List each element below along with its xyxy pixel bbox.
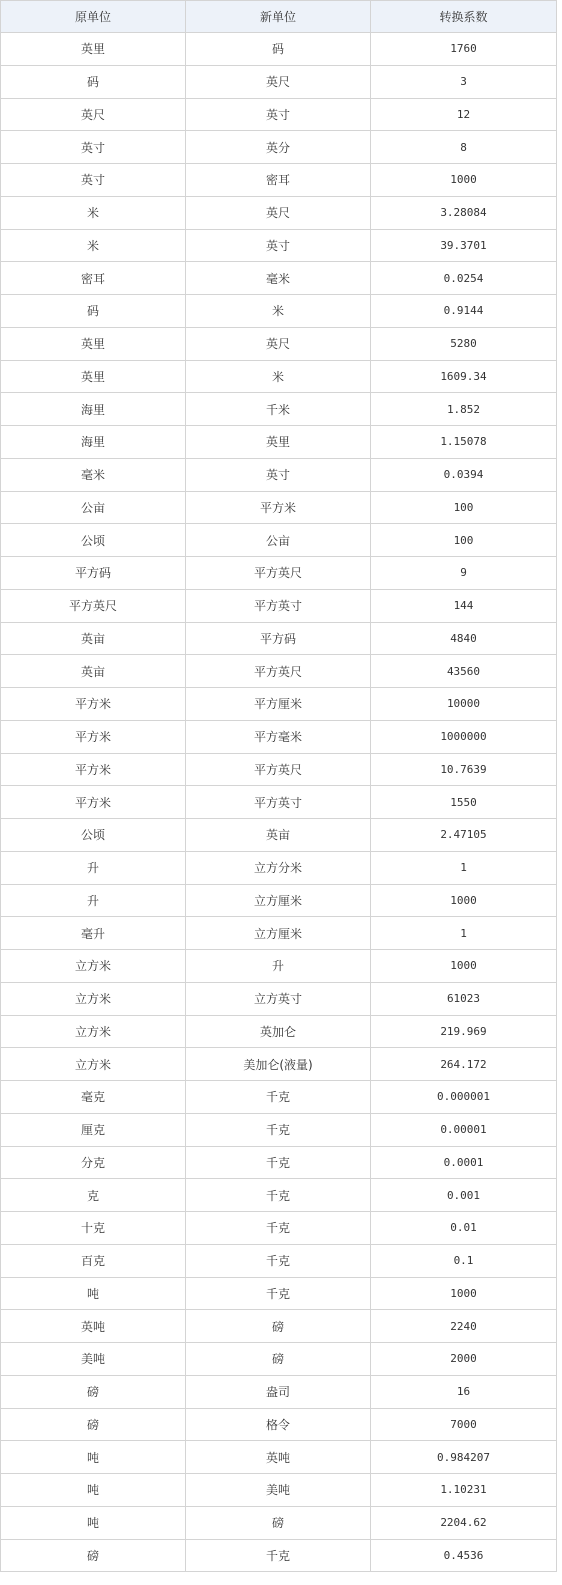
table-row: [1, 950, 557, 983]
original-unit-cell: 平方米: [1, 688, 186, 721]
original-unit-cell: 平方米: [1, 720, 186, 753]
table-row: [1, 1375, 557, 1408]
conversion-factor-cell: 2204.62: [371, 1506, 557, 1539]
new-unit-cell: 英吨: [186, 1441, 371, 1474]
original-unit-cell: 英寸: [1, 164, 186, 197]
new-unit-cell: 立方厘米: [186, 917, 371, 950]
table-row: [1, 229, 557, 262]
conversion-factor-cell: 0.1: [371, 1244, 557, 1277]
conversion-factor-cell: 1.852: [371, 393, 557, 426]
header-conversion-factor: 转换系数: [371, 1, 557, 33]
table-row: [1, 1343, 557, 1376]
new-unit-cell: 平方码: [186, 622, 371, 655]
new-unit-cell: 千克: [186, 1146, 371, 1179]
header-original-unit: 原单位: [1, 1, 186, 33]
original-unit-cell: 码: [1, 65, 186, 98]
new-unit-cell: 千克: [186, 1277, 371, 1310]
original-unit-cell: 公顷: [1, 524, 186, 557]
table-row: [1, 1310, 557, 1343]
table-row: [1, 1539, 557, 1572]
new-unit-cell: 英寸: [186, 458, 371, 491]
table-row: [1, 360, 557, 393]
conversion-factor-cell: 12: [371, 98, 557, 131]
original-unit-cell: 米: [1, 196, 186, 229]
conversion-factor-cell: 219.969: [371, 1015, 557, 1048]
new-unit-cell: 千米: [186, 393, 371, 426]
new-unit-cell: 千克: [186, 1113, 371, 1146]
new-unit-cell: 美吨: [186, 1474, 371, 1507]
new-unit-cell: 千克: [186, 1081, 371, 1114]
table-row: [1, 819, 557, 852]
table-row: [1, 1441, 557, 1474]
table-row: [1, 1146, 557, 1179]
conversion-factor-cell: 1550: [371, 786, 557, 819]
conversion-factor-cell: 1000000: [371, 720, 557, 753]
table-row: [1, 1244, 557, 1277]
original-unit-cell: 磅: [1, 1539, 186, 1572]
conversion-factor-cell: 100: [371, 524, 557, 557]
table-row: [1, 589, 557, 622]
new-unit-cell: 平方英尺: [186, 753, 371, 786]
new-unit-cell: 千克: [186, 1212, 371, 1245]
new-unit-cell: 英里: [186, 426, 371, 459]
original-unit-cell: 毫克: [1, 1081, 186, 1114]
conversion-factor-cell: 1760: [371, 33, 557, 66]
table-row: [1, 786, 557, 819]
table-row: [1, 688, 557, 721]
new-unit-cell: 立方英寸: [186, 982, 371, 1015]
original-unit-cell: 英里: [1, 327, 186, 360]
table-row: [1, 851, 557, 884]
conversion-factor-cell: 0.4536: [371, 1539, 557, 1572]
table-row: [1, 98, 557, 131]
table-row: [1, 164, 557, 197]
original-unit-cell: 美吨: [1, 1343, 186, 1376]
conversion-factor-cell: 1: [371, 917, 557, 950]
original-unit-cell: 平方米: [1, 753, 186, 786]
original-unit-cell: 厘克: [1, 1113, 186, 1146]
table-row: [1, 1474, 557, 1507]
conversion-factor-cell: 61023: [371, 982, 557, 1015]
conversion-factor-cell: 0.0394: [371, 458, 557, 491]
header-new-unit: 新单位: [186, 1, 371, 33]
conversion-factor-cell: 0.984207: [371, 1441, 557, 1474]
original-unit-cell: 升: [1, 851, 186, 884]
new-unit-cell: 英尺: [186, 327, 371, 360]
new-unit-cell: 平方英尺: [186, 557, 371, 590]
original-unit-cell: 英亩: [1, 622, 186, 655]
conversion-factor-cell: 1: [371, 851, 557, 884]
new-unit-cell: 密耳: [186, 164, 371, 197]
table-row: [1, 33, 557, 66]
conversion-factor-cell: 0.000001: [371, 1081, 557, 1114]
new-unit-cell: 英寸: [186, 229, 371, 262]
table-row: [1, 262, 557, 295]
conversion-factor-cell: 264.172: [371, 1048, 557, 1081]
conversion-factor-cell: 1000: [371, 884, 557, 917]
table-row: [1, 720, 557, 753]
table-row: [1, 458, 557, 491]
new-unit-cell: 立方厘米: [186, 884, 371, 917]
original-unit-cell: 立方米: [1, 982, 186, 1015]
new-unit-cell: 英分: [186, 131, 371, 164]
conversion-factor-cell: 1.15078: [371, 426, 557, 459]
conversion-factor-cell: 1.10231: [371, 1474, 557, 1507]
original-unit-cell: 毫升: [1, 917, 186, 950]
conversion-factor-cell: 0.01: [371, 1212, 557, 1245]
new-unit-cell: 毫米: [186, 262, 371, 295]
table-row: [1, 917, 557, 950]
new-unit-cell: 米: [186, 360, 371, 393]
table-body: [1, 33, 557, 1572]
table-row: [1, 1048, 557, 1081]
conversion-factor-cell: 3.28084: [371, 196, 557, 229]
original-unit-cell: 公顷: [1, 819, 186, 852]
original-unit-cell: 平方英尺: [1, 589, 186, 622]
original-unit-cell: 立方米: [1, 1015, 186, 1048]
table-row: [1, 655, 557, 688]
table-row: [1, 196, 557, 229]
conversion-factor-cell: 7000: [371, 1408, 557, 1441]
original-unit-cell: 公亩: [1, 491, 186, 524]
table-row: [1, 1506, 557, 1539]
new-unit-cell: 磅: [186, 1506, 371, 1539]
original-unit-cell: 英吨: [1, 1310, 186, 1343]
conversion-factor-cell: 2.47105: [371, 819, 557, 852]
conversion-factor-cell: 1000: [371, 950, 557, 983]
original-unit-cell: 吨: [1, 1277, 186, 1310]
original-unit-cell: 英亩: [1, 655, 186, 688]
conversion-factor-cell: 1000: [371, 1277, 557, 1310]
original-unit-cell: 海里: [1, 426, 186, 459]
original-unit-cell: 分克: [1, 1146, 186, 1179]
conversion-factor-cell: 0.0254: [371, 262, 557, 295]
conversion-factor-cell: 10000: [371, 688, 557, 721]
original-unit-cell: 米: [1, 229, 186, 262]
conversion-factor-cell: 43560: [371, 655, 557, 688]
conversion-factor-cell: 2240: [371, 1310, 557, 1343]
original-unit-cell: 立方米: [1, 950, 186, 983]
original-unit-cell: 英里: [1, 33, 186, 66]
original-unit-cell: 毫米: [1, 458, 186, 491]
new-unit-cell: 英亩: [186, 819, 371, 852]
new-unit-cell: 千克: [186, 1244, 371, 1277]
new-unit-cell: 英尺: [186, 65, 371, 98]
original-unit-cell: 英尺: [1, 98, 186, 131]
original-unit-cell: 百克: [1, 1244, 186, 1277]
table-header-row: [1, 1, 557, 33]
table-row: [1, 1212, 557, 1245]
conversion-factor-cell: 16: [371, 1375, 557, 1408]
table-row: [1, 295, 557, 328]
conversion-factor-cell: 5280: [371, 327, 557, 360]
new-unit-cell: 米: [186, 295, 371, 328]
conversion-factor-cell: 0.9144: [371, 295, 557, 328]
table-row: [1, 982, 557, 1015]
new-unit-cell: 平方英尺: [186, 655, 371, 688]
conversion-factor-cell: 8: [371, 131, 557, 164]
table-row: [1, 1277, 557, 1310]
new-unit-cell: 立方分米: [186, 851, 371, 884]
new-unit-cell: 千克: [186, 1179, 371, 1212]
table-row: [1, 131, 557, 164]
new-unit-cell: 英尺: [186, 196, 371, 229]
conversion-factor-cell: 144: [371, 589, 557, 622]
conversion-factor-cell: 39.3701: [371, 229, 557, 262]
table-row: [1, 884, 557, 917]
original-unit-cell: 磅: [1, 1375, 186, 1408]
new-unit-cell: 磅: [186, 1343, 371, 1376]
new-unit-cell: 平方英寸: [186, 589, 371, 622]
original-unit-cell: 密耳: [1, 262, 186, 295]
conversion-factor-cell: 4840: [371, 622, 557, 655]
table-row: [1, 491, 557, 524]
new-unit-cell: 码: [186, 33, 371, 66]
conversion-factor-cell: 1609.34: [371, 360, 557, 393]
table-row: [1, 753, 557, 786]
conversion-factor-cell: 9: [371, 557, 557, 590]
original-unit-cell: 吨: [1, 1441, 186, 1474]
original-unit-cell: 平方码: [1, 557, 186, 590]
new-unit-cell: 美加仑(液量): [186, 1048, 371, 1081]
new-unit-cell: 磅: [186, 1310, 371, 1343]
new-unit-cell: 公亩: [186, 524, 371, 557]
conversion-factor-cell: 2000: [371, 1343, 557, 1376]
new-unit-cell: 千克: [186, 1539, 371, 1572]
original-unit-cell: 海里: [1, 393, 186, 426]
original-unit-cell: 码: [1, 295, 186, 328]
new-unit-cell: 平方英寸: [186, 786, 371, 819]
original-unit-cell: 立方米: [1, 1048, 186, 1081]
original-unit-cell: 吨: [1, 1506, 186, 1539]
table-row: [1, 1179, 557, 1212]
conversion-factor-cell: 0.001: [371, 1179, 557, 1212]
new-unit-cell: 英加仑: [186, 1015, 371, 1048]
conversion-factor-cell: 3: [371, 65, 557, 98]
original-unit-cell: 吨: [1, 1474, 186, 1507]
conversion-factor-cell: 0.0001: [371, 1146, 557, 1179]
new-unit-cell: 平方厘米: [186, 688, 371, 721]
new-unit-cell: 格令: [186, 1408, 371, 1441]
table-row: [1, 622, 557, 655]
conversion-factor-cell: 10.7639: [371, 753, 557, 786]
original-unit-cell: 英里: [1, 360, 186, 393]
original-unit-cell: 平方米: [1, 786, 186, 819]
table-row: [1, 393, 557, 426]
table-row: [1, 65, 557, 98]
table-row: [1, 524, 557, 557]
original-unit-cell: 克: [1, 1179, 186, 1212]
new-unit-cell: 英寸: [186, 98, 371, 131]
original-unit-cell: 磅: [1, 1408, 186, 1441]
table-row: [1, 1408, 557, 1441]
new-unit-cell: 平方米: [186, 491, 371, 524]
table-row: [1, 1113, 557, 1146]
new-unit-cell: 平方毫米: [186, 720, 371, 753]
table-row: [1, 1015, 557, 1048]
table-row: [1, 557, 557, 590]
original-unit-cell: 英寸: [1, 131, 186, 164]
table-row: [1, 426, 557, 459]
new-unit-cell: 升: [186, 950, 371, 983]
table-row: [1, 327, 557, 360]
original-unit-cell: 十克: [1, 1212, 186, 1245]
original-unit-cell: 升: [1, 884, 186, 917]
conversion-factor-cell: 1000: [371, 164, 557, 197]
conversion-factor-cell: 0.00001: [371, 1113, 557, 1146]
table-row: [1, 1081, 557, 1114]
conversion-factor-cell: 100: [371, 491, 557, 524]
new-unit-cell: 盎司: [186, 1375, 371, 1408]
